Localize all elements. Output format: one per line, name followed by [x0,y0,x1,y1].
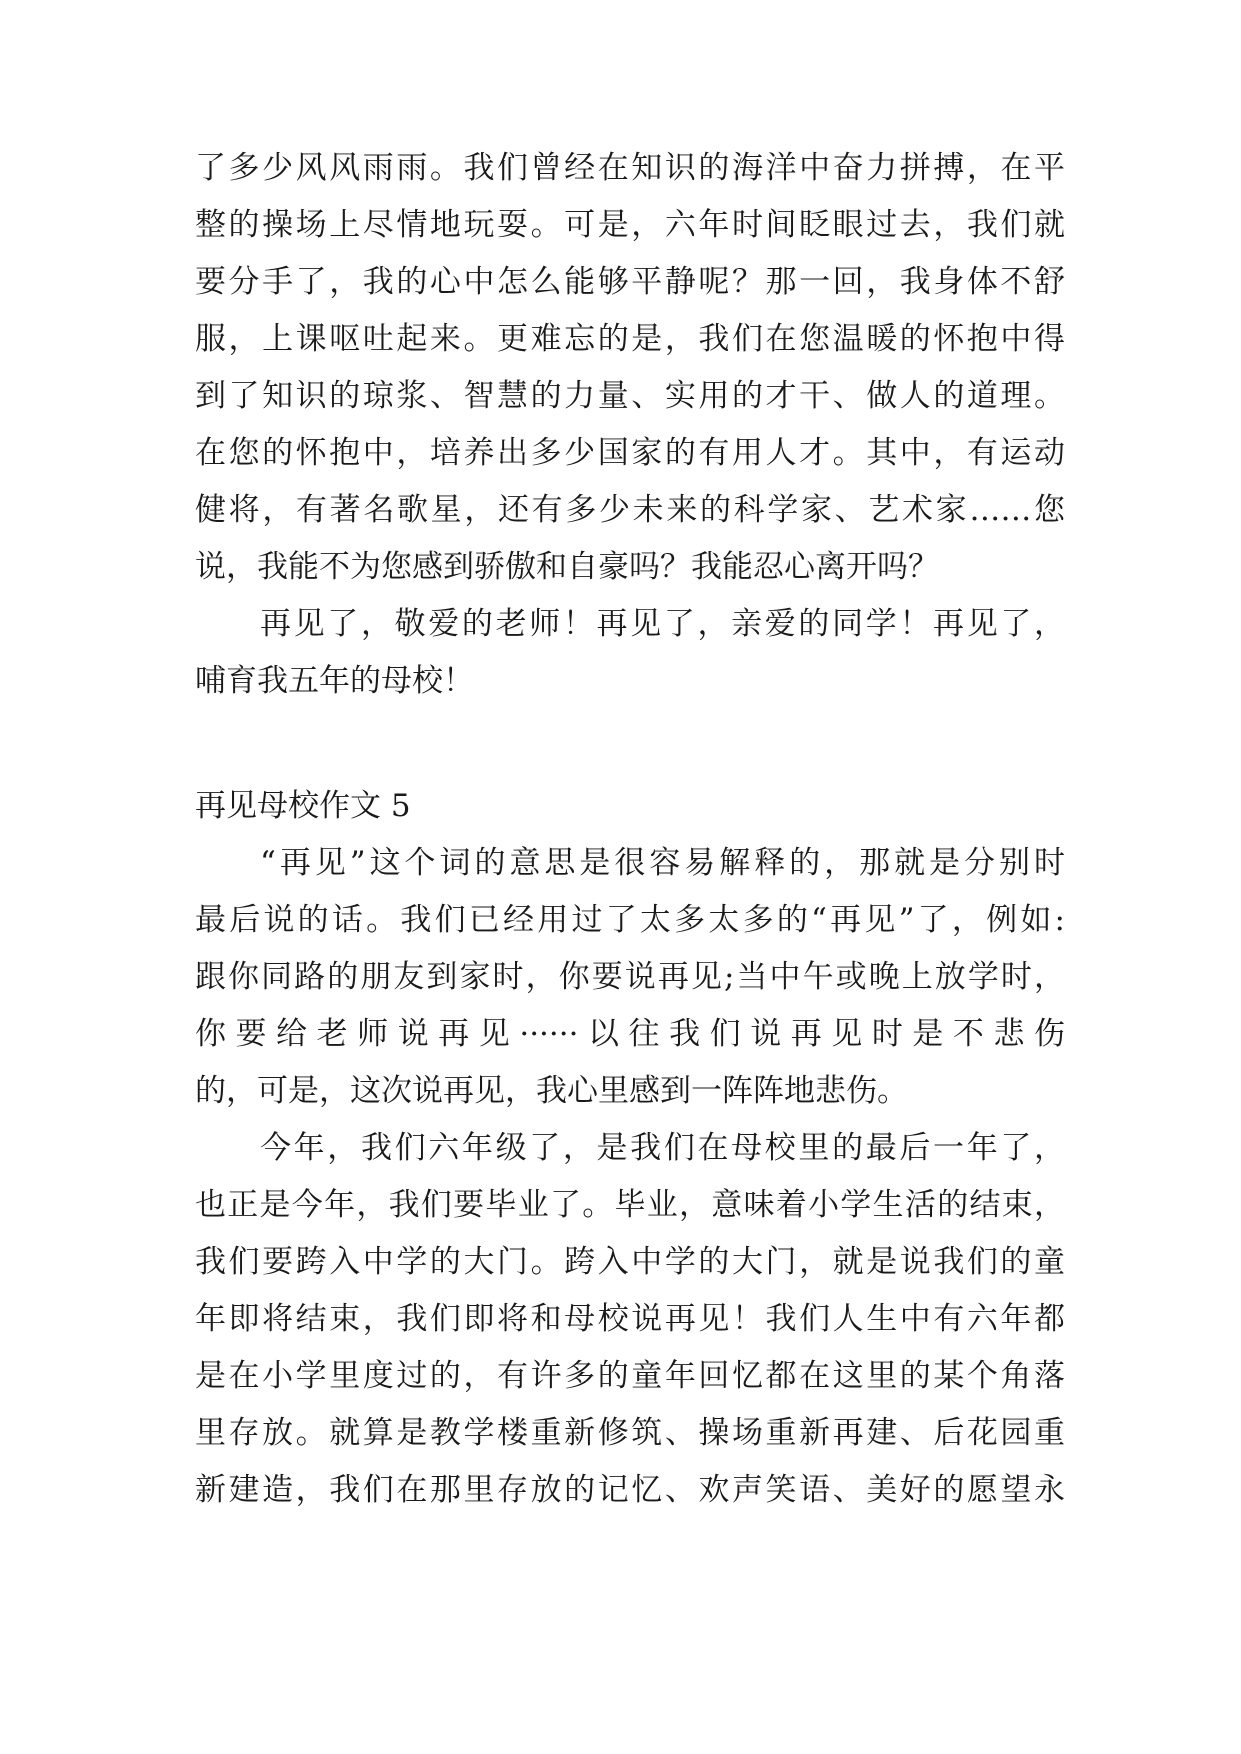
text-line: 哺育我五年的母校！ [195,663,474,699]
text-line: 要分手了，我的心中怎么能够平静呢？那一回，我身体不舒 [195,264,1065,300]
text-line: 你要给老师说再见······以往我们说再见时是不悲伤 [195,1016,1065,1052]
text-line: 我们要跨入中学的大门。跨入中学的大门，就是说我们的童 [195,1244,1065,1280]
text-line: 再见了，敬爱的老师！再见了，亲爱的同学！再见了， [260,606,1065,642]
text-line: 里存放。就算是教学楼重新修筑、操场重新再建、后花园重 [195,1415,1065,1451]
text-line: 跟你同路的朋友到家时，你要说再见;当中午或晚上放学时， [195,959,1065,995]
text-line: “再见”这个词的意思是很容易解释的，那就是分别时 [260,845,1065,881]
text-line: 了多少风风雨雨。我们曾经在知识的海洋中奋力拼搏，在平 [195,150,1065,186]
text-line: 的，可是，这次说再见，我心里感到一阵阵地悲伤。 [195,1073,908,1109]
text-line: 服，上课呕吐起来。更难忘的是，我们在您温暖的怀抱中得 [195,321,1065,357]
text-line: 到了知识的琼浆、智慧的力量、实用的才干、做人的道理。 [195,378,1065,414]
text-line: 年即将结束，我们即将和母校说再见！我们人生中有六年都 [195,1301,1065,1337]
text-line: 最后说的话。我们已经用过了太多太多的“再见”了，例如: [195,902,1065,938]
text-line: 整的操场上尽情地玩耍。可是，六年时间眨眼过去，我们就 [195,207,1065,243]
text-line: 今年，我们六年级了，是我们在母校里的最后一年了， [260,1130,1065,1166]
text-line: 是在小学里度过的，有许多的童年回忆都在这里的某个角落 [195,1358,1065,1394]
text-line: 说，我能不为您感到骄傲和自豪吗？我能忍心离开吗？ [195,549,939,585]
text-line: 健将，有著名歌星，还有多少未来的科学家、艺术家……您 [195,492,1065,528]
text-line: 也正是今年，我们要毕业了。毕业，意味着小学生活的结束， [195,1187,1065,1223]
section-heading: 再见母校作文 5 [195,788,411,824]
text-line: 在您的怀抱中，培养出多少国家的有用人才。其中，有运动 [195,435,1065,471]
text-line: 新建造，我们在那里存放的记忆、欢声笑语、美好的愿望永 [195,1472,1065,1508]
